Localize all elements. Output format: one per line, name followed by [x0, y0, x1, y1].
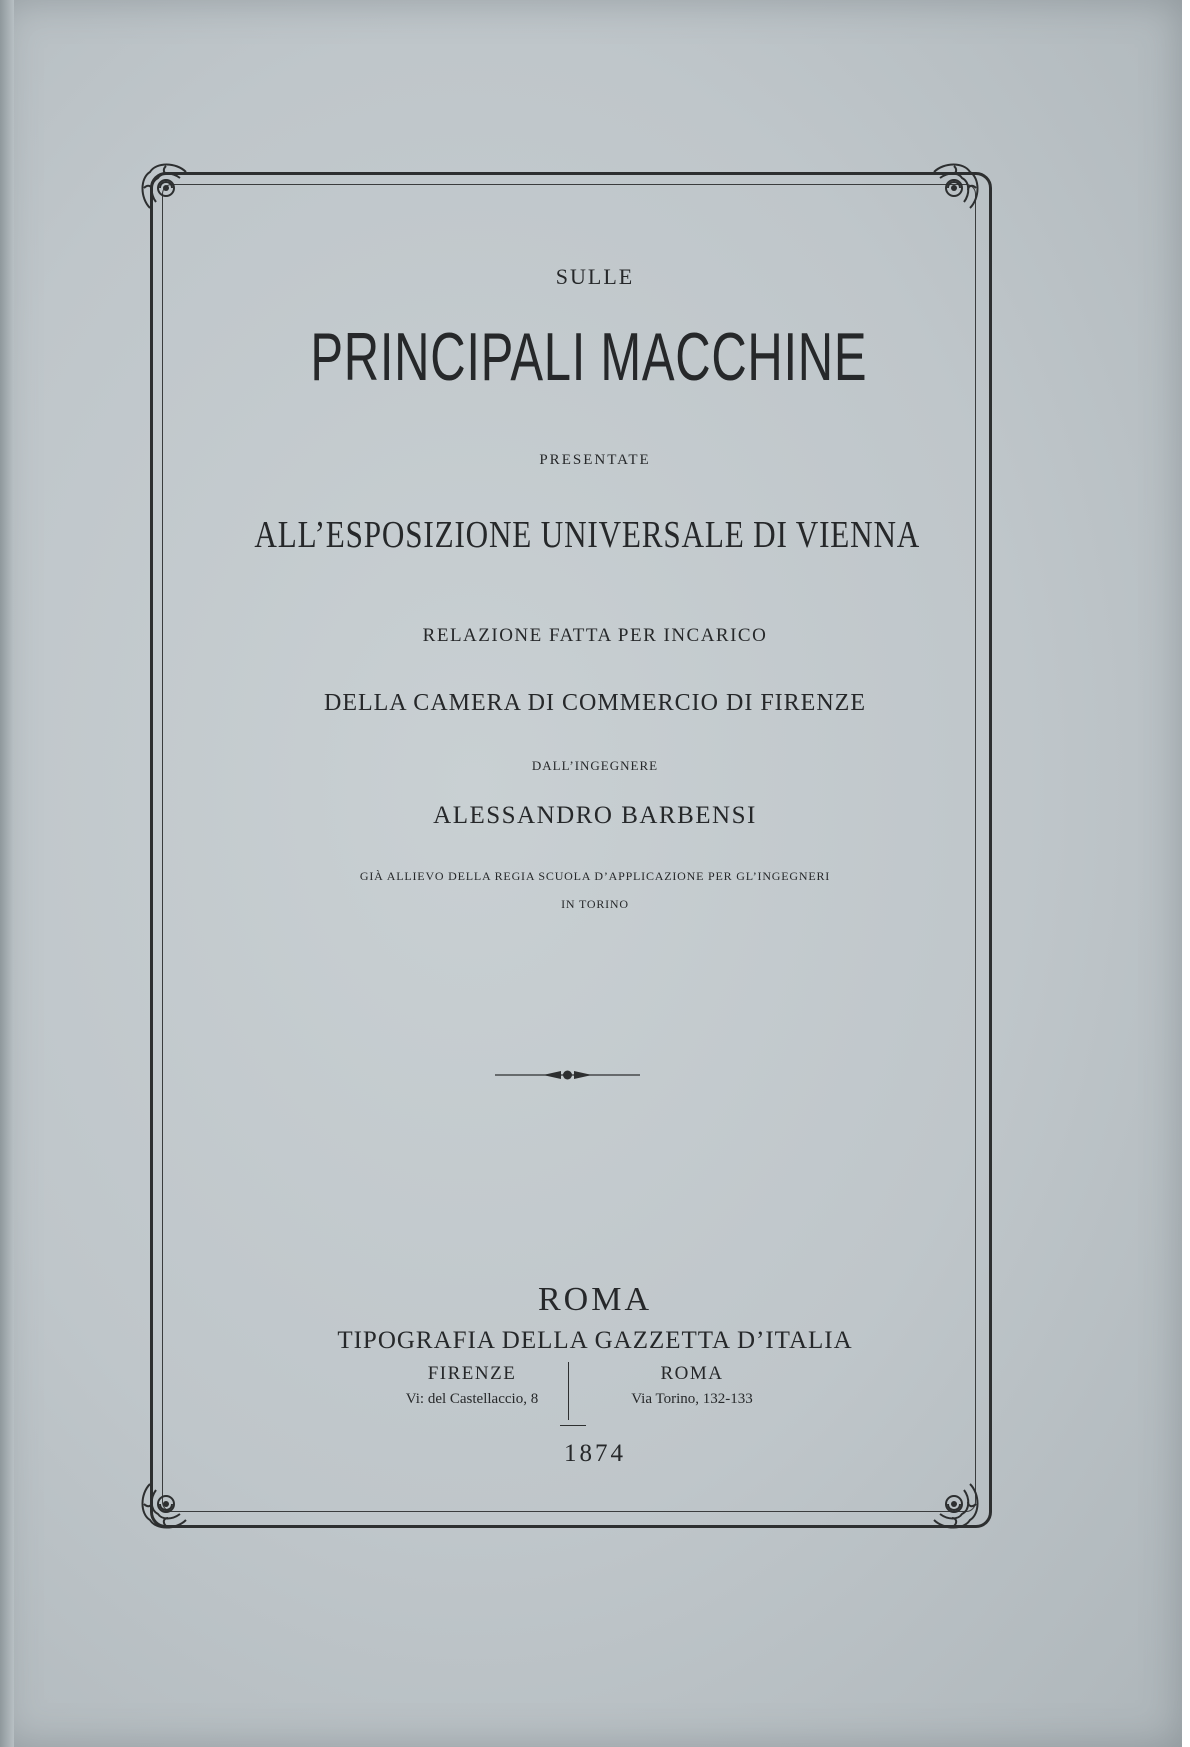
report-subtitle: RELAZIONE FATTA PER INCARICO: [422, 625, 768, 646]
printer-name: TIPOGRAFIA DELLA GAZZETTA D’ITALIA: [337, 1327, 853, 1354]
chamber-name: DELLA CAMERA DI COMMERCIO DI FIRENZE: [323, 690, 866, 716]
author-name: ALESSANDRO BARBENSI: [433, 802, 757, 829]
corner-ornament-icon: [918, 158, 984, 224]
short-rule: [560, 1425, 586, 1426]
corner-ornament-icon: [136, 1468, 202, 1534]
imprint-city: ROMA: [537, 1281, 653, 1318]
author-prefix: DALL’INGEGNERE: [531, 758, 659, 773]
ornamental-divider-icon: [495, 1068, 640, 1082]
author-credentials: GIÀ ALLIEVO DELLA REGIA SCUOLA D’APPLICAZIONE PER GL’INGEGNERI: [359, 869, 831, 883]
address-separator: [568, 1362, 569, 1420]
author-credentials-city: IN TORINO: [561, 897, 629, 911]
title-preposition: SULLE: [555, 264, 635, 289]
publication-year: 1874: [564, 1440, 626, 1467]
exposition-title: ALL’ESPOSIZIONE UNIVERSALE DI VIENNA: [254, 514, 921, 556]
corner-ornament-icon: [136, 158, 202, 224]
printer-address-roma: [592, 1363, 792, 1408]
printer-address-firenze: [372, 1363, 572, 1408]
title-presentate: PRESENTATE: [539, 452, 651, 468]
address-street: Vi: del Castellaccio, 8: [405, 1391, 539, 1407]
main-title: PRINCIPALI MACCHINE: [310, 319, 868, 395]
address-city: FIRENZE: [427, 1363, 517, 1384]
corner-ornament-icon: [918, 1468, 984, 1534]
address-city: ROMA: [660, 1363, 724, 1384]
address-street: Via Torino, 132-133: [631, 1391, 753, 1407]
